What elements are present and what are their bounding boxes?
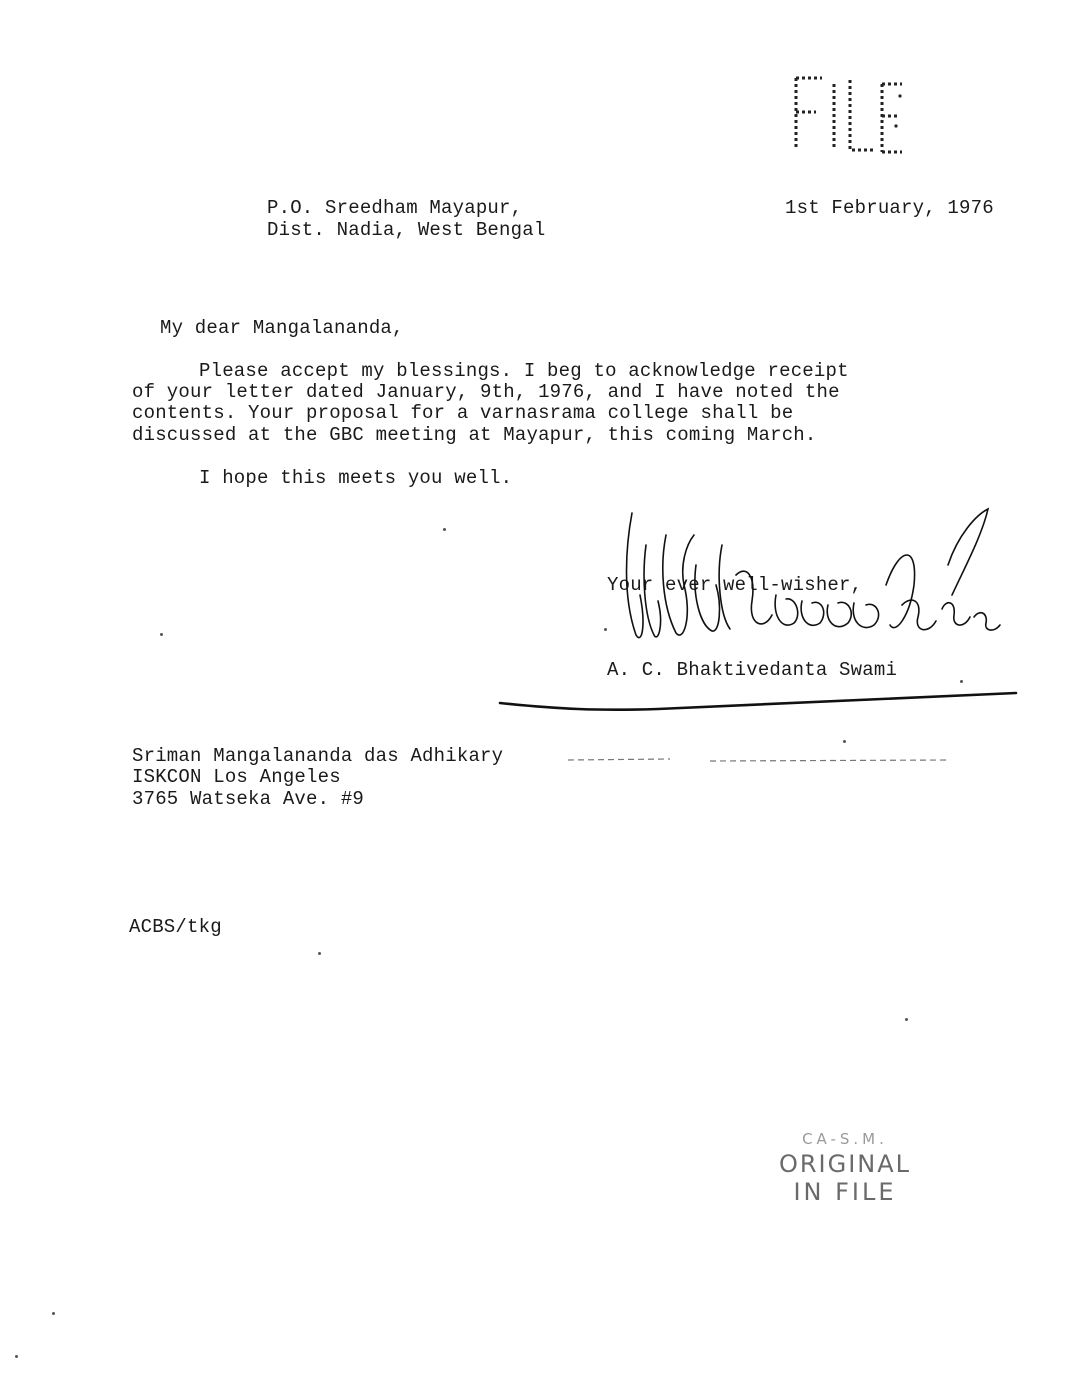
original-in-file-stamp <box>760 1128 930 1238</box>
scan-speck <box>318 952 321 955</box>
scan-speck <box>960 680 963 683</box>
sender-address-line2: Dist. Nadia, West Bengal <box>267 219 546 241</box>
recipient-line2: ISKCON Los Angeles <box>132 766 341 788</box>
stamp-line1: ORIGINAL <box>778 1150 912 1178</box>
scan-speck <box>160 633 163 636</box>
scan-speck <box>843 740 846 743</box>
sender-address-line1: P.O. Sreedham Mayapur, <box>267 197 523 219</box>
handwritten-signature <box>596 505 1016 675</box>
recipient-line1: Sriman Mangalananda das Adhikary <box>132 745 504 767</box>
scan-speck <box>604 628 607 631</box>
salutation: My dear Mangalananda, <box>160 317 404 339</box>
letter-date: 1st February, 1976 <box>785 197 994 219</box>
body-line: discussed at the GBC meeting at Mayapur, this coming March. <box>132 424 817 446</box>
signatory-name: A. C. Bhaktivedanta Swami <box>607 659 898 681</box>
body-line: Please accept my blessings. I beg to acknowledge receipt <box>199 360 849 382</box>
stamp-code: CA-S.M. <box>802 1130 888 1148</box>
scan-speck <box>52 1312 55 1315</box>
scan-speck <box>15 1355 18 1358</box>
redacted-mark <box>560 748 960 768</box>
scan-speck <box>443 528 446 531</box>
body-closing-line: I hope this meets you well. <box>199 467 513 489</box>
stamp-line2: IN FILE <box>793 1178 897 1206</box>
valediction: Your ever well-wisher, <box>607 574 863 596</box>
signature-underline <box>498 685 1018 715</box>
body-line: of your letter dated January, 9th, 1976, and I have noted the <box>132 381 840 403</box>
reference-initials: ACBS/tkg <box>129 916 222 938</box>
scan-speck <box>905 1018 908 1021</box>
body-line: contents. Your proposal for a varnasrama college shall be <box>132 402 794 424</box>
file-stamp <box>786 70 906 162</box>
recipient-line3: 3765 Watseka Ave. #9 <box>132 788 365 810</box>
